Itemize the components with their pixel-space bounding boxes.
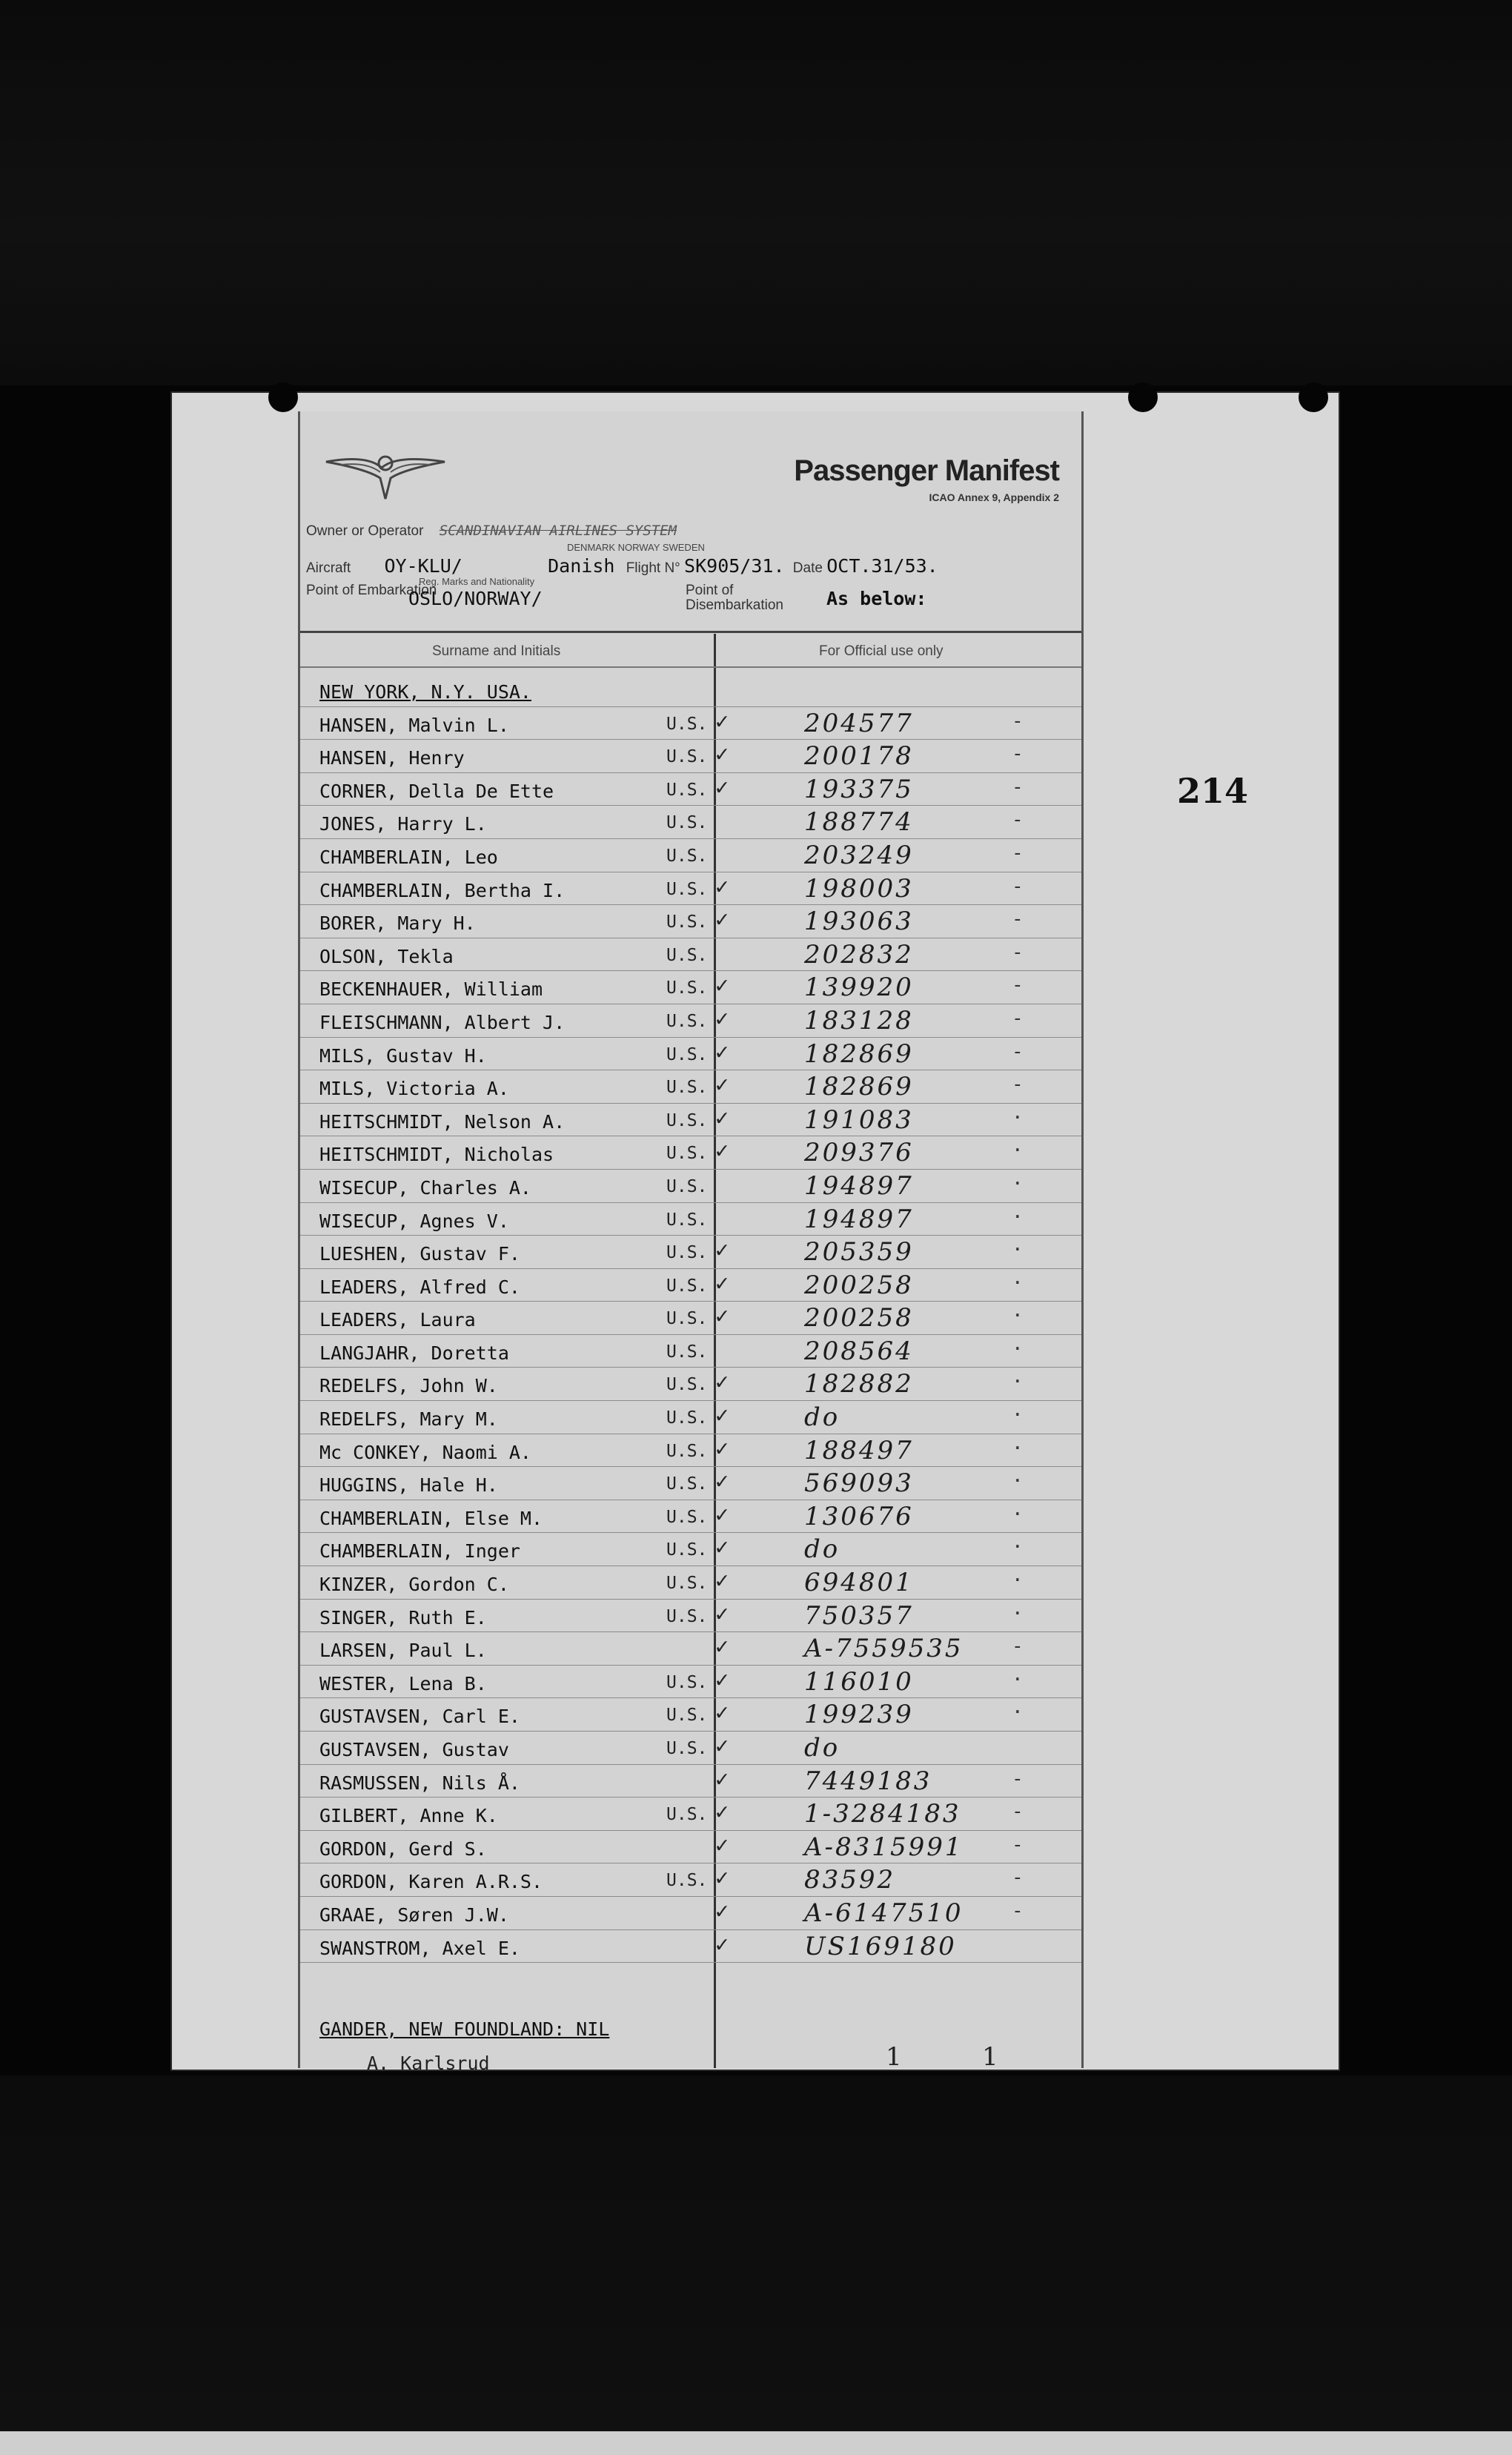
- passenger-nationality: U.S.: [666, 1805, 708, 1825]
- passenger-nationality: U.S.: [666, 912, 708, 932]
- section-row: [300, 674, 1081, 707]
- passenger-nationality: U.S.: [666, 780, 708, 800]
- disembark-value: As below:: [826, 588, 927, 609]
- official-mark: -: [1012, 1040, 1024, 1063]
- passenger-document-number: A-7559535: [804, 1634, 964, 1664]
- passenger-document-number: 205359: [804, 1237, 914, 1268]
- aircraft-value: OY-KLU/: [384, 555, 462, 577]
- passenger-row: [300, 1401, 1081, 1434]
- date-value: OCT.31/53.: [826, 555, 938, 577]
- passenger-row: [300, 1335, 1081, 1368]
- passenger-row: [300, 1203, 1081, 1236]
- official-mark: -: [1012, 841, 1024, 864]
- official-mark: ·: [1012, 1172, 1024, 1195]
- passenger-name: BORER, Mary H.: [319, 912, 476, 935]
- passenger-nationality: U.S.: [666, 1739, 708, 1758]
- passenger-name: CHAMBERLAIN, Leo: [319, 846, 498, 868]
- owner-label: Owner or Operator: [306, 523, 424, 539]
- passenger-nationality: U.S.: [666, 1606, 708, 1626]
- passenger-name: FLEISCHMANN, Albert J.: [319, 1011, 566, 1033]
- official-mark: -: [1012, 709, 1024, 732]
- passenger-nationality: U.S.: [666, 1110, 708, 1130]
- checkmark-icon: ✓: [715, 1435, 729, 1462]
- passenger-row: [300, 938, 1081, 972]
- passenger-name: SINGER, Ruth E.: [319, 1606, 487, 1629]
- passenger-name: JONES, Harry L.: [319, 813, 487, 835]
- official-mark: ·: [1012, 1305, 1024, 1328]
- passenger-name: WISECUP, Charles A.: [319, 1176, 531, 1199]
- passenger-row: [300, 1566, 1081, 1600]
- passenger-row: [300, 1434, 1081, 1468]
- official-mark: -: [1012, 974, 1024, 997]
- passenger-nationality: U.S.: [666, 1276, 708, 1296]
- checkmark-icon: ✓: [715, 1766, 729, 1792]
- passenger-nationality: U.S.: [666, 1078, 708, 1098]
- official-mark: -: [1012, 743, 1024, 766]
- official-mark: -: [1012, 1767, 1024, 1790]
- passenger-name: WESTER, Lena B.: [319, 1672, 487, 1694]
- passenger-name: GILBERT, Anne K.: [319, 1805, 498, 1827]
- passenger-row: [300, 707, 1081, 741]
- passenger-row: [300, 1666, 1081, 1699]
- official-mark: ·: [1012, 1139, 1024, 1162]
- passenger-nationality: U.S.: [666, 714, 708, 734]
- passenger-name: CHAMBERLAIN, Else M.: [319, 1507, 543, 1529]
- passenger-row: [300, 1070, 1081, 1104]
- passenger-document-number: 569093: [804, 1468, 914, 1499]
- official-mark: -: [1012, 908, 1024, 931]
- nationality-value: Danish: [548, 555, 615, 577]
- passenger-row: [300, 1930, 1081, 1964]
- passenger-nationality: U.S.: [666, 879, 708, 899]
- passenger-document-number: 200178: [804, 741, 914, 772]
- passenger-row: [300, 1863, 1081, 1897]
- passenger-row: [300, 1104, 1081, 1137]
- col-surname-header: Surname and Initials: [432, 643, 561, 659]
- passenger-row: [300, 1368, 1081, 1401]
- passenger-name: Mc CONKEY, Naomi A.: [319, 1441, 531, 1463]
- film-edge-strip: [0, 2431, 1512, 2455]
- checkmark-icon: ✓: [715, 1369, 729, 1396]
- passenger-nationality: U.S.: [666, 1540, 708, 1560]
- passenger-row: [300, 740, 1081, 773]
- form-reference: ICAO Annex 9, Appendix 2: [929, 491, 1059, 503]
- checkmark-icon: ✓: [715, 1005, 729, 1032]
- passenger-row: [300, 1500, 1081, 1534]
- passenger-nationality: U.S.: [666, 1871, 708, 1891]
- passenger-name: LUESHEN, Gustav F.: [319, 1243, 520, 1265]
- passenger-nationality: U.S.: [666, 1309, 708, 1329]
- bottom-mark: 1: [982, 2042, 998, 2072]
- official-mark: ·: [1012, 1337, 1024, 1360]
- passenger-name: GUSTAVSEN, Gustav: [319, 1739, 509, 1760]
- checkmark-icon: ✓: [715, 1568, 729, 1594]
- passenger-document-number: A-8315991: [804, 1832, 964, 1862]
- countries-line: DENMARK NORWAY SWEDEN: [567, 542, 705, 553]
- official-mark: ·: [1012, 1569, 1024, 1592]
- passenger-name: HANSEN, Malvin L.: [319, 714, 509, 736]
- passenger-document-number: 199239: [804, 1700, 914, 1730]
- passenger-document-number: 188774: [804, 807, 914, 838]
- passenger-name: CHAMBERLAIN, Bertha I.: [319, 879, 566, 901]
- passenger-name: KINZER, Gordon C.: [319, 1574, 509, 1596]
- checkmark-icon: ✓: [715, 1733, 729, 1759]
- checkmark-icon: ✓: [715, 973, 729, 999]
- bottom-mark: 1: [886, 2042, 902, 2072]
- passenger-document-number: A-6147510: [804, 1898, 964, 1928]
- bottom-name: A. Karlsrud: [367, 2053, 490, 2074]
- checkmark-icon: ✓: [715, 1270, 729, 1296]
- passenger-nationality: U.S.: [666, 1474, 708, 1494]
- passenger-row: [300, 1269, 1081, 1302]
- passenger-row: [300, 839, 1081, 872]
- passenger-document-number: 208564: [804, 1336, 914, 1366]
- passenger-nationality: U.S.: [666, 1706, 708, 1726]
- official-mark: ·: [1012, 1205, 1024, 1228]
- passenger-document-number: 202832: [804, 939, 914, 970]
- date-label: Date: [792, 560, 823, 576]
- passenger-nationality: U.S.: [666, 1408, 708, 1428]
- passenger-name: GORDON, Karen A.R.S.: [319, 1871, 543, 1893]
- checkmark-icon: ✓: [715, 1138, 729, 1164]
- passenger-row: [300, 1897, 1081, 1930]
- checkmark-icon: ✓: [715, 1931, 729, 1958]
- official-mark: ·: [1012, 1239, 1024, 1262]
- film-border-top: [0, 0, 1512, 385]
- official-mark: ·: [1012, 1371, 1024, 1394]
- checkmark-icon: ✓: [715, 1666, 729, 1693]
- flight-label: Flight N°: [626, 560, 680, 576]
- embark-label: Point of Embarkation: [306, 583, 437, 598]
- official-mark: -: [1012, 1800, 1024, 1823]
- passenger-document-number: do: [804, 1402, 840, 1433]
- official-mark: -: [1012, 775, 1024, 798]
- passenger-row: [300, 1632, 1081, 1666]
- punch-hole: [1128, 382, 1158, 412]
- passenger-row: [300, 806, 1081, 839]
- official-mark: ·: [1012, 1701, 1024, 1724]
- passenger-document-number: 183128: [804, 1005, 914, 1036]
- checkmark-icon: ✓: [715, 1072, 729, 1099]
- passenger-row: [300, 872, 1081, 906]
- checkmark-icon: ✓: [715, 708, 729, 735]
- checkmark-icon: ✓: [715, 1700, 729, 1726]
- passenger-nationality: U.S.: [666, 945, 708, 965]
- passenger-nationality: U.S.: [666, 1011, 708, 1031]
- passenger-document-number: 209376: [804, 1138, 914, 1168]
- passenger-document-number: 193063: [804, 907, 914, 937]
- passenger-document-number: 204577: [804, 708, 914, 738]
- passenger-nationality: U.S.: [666, 1044, 708, 1064]
- passenger-row: [300, 1798, 1081, 1831]
- passenger-row: [300, 1170, 1081, 1203]
- official-mark: -: [1012, 1635, 1024, 1658]
- passenger-document-number: 182869: [804, 1038, 914, 1069]
- passenger-name: HEITSCHMIDT, Nelson A.: [319, 1110, 566, 1133]
- passenger-name: GORDON, Gerd S.: [319, 1838, 487, 1860]
- checkmark-icon: ✓: [715, 1104, 729, 1131]
- passenger-document-number: 194897: [804, 1170, 914, 1201]
- passenger-name: MILS, Gustav H.: [319, 1044, 487, 1067]
- passenger-document-number: 203249: [804, 840, 914, 870]
- passenger-name: SWANSTROM, Axel E.: [319, 1937, 520, 1959]
- passenger-nationality: U.S.: [666, 747, 708, 767]
- passenger-name: LANGJAHR, Doretta: [319, 1342, 509, 1364]
- owner-row: [306, 523, 1075, 540]
- passenger-nationality: U.S.: [666, 1672, 708, 1692]
- column-header-divider: [300, 666, 1081, 668]
- passenger-document-number: 83592: [804, 1865, 896, 1895]
- reg-note: Reg. Marks and Nationality: [419, 576, 535, 587]
- passenger-document-number: do: [804, 1733, 840, 1763]
- official-mark: -: [1012, 875, 1024, 898]
- official-mark: -: [1012, 1007, 1024, 1030]
- passenger-row: [300, 1302, 1081, 1335]
- flight-value: SK905/31.: [684, 555, 785, 577]
- passenger-document-number: 191083: [804, 1104, 914, 1135]
- passenger-nationality: U.S.: [666, 1441, 708, 1461]
- passenger-document-number: do: [804, 1534, 840, 1565]
- checkmark-icon: ✓: [715, 774, 729, 801]
- passenger-document-number: 7449183: [804, 1766, 932, 1796]
- passenger-document-number: US169180: [804, 1931, 957, 1961]
- passenger-document-number: 139920: [804, 973, 914, 1003]
- official-mark: ·: [1012, 1536, 1024, 1559]
- punch-hole: [1299, 382, 1328, 412]
- official-mark: ·: [1012, 1106, 1024, 1129]
- passenger-row: [300, 1765, 1081, 1798]
- official-mark: -: [1012, 1899, 1024, 1922]
- passenger-row: [300, 1467, 1081, 1500]
- checkmark-icon: ✓: [715, 1303, 729, 1330]
- passenger-nationality: U.S.: [666, 1243, 708, 1263]
- passenger-document-number: 193375: [804, 774, 914, 804]
- passenger-document-number: 694801: [804, 1568, 914, 1598]
- passenger-name: CHAMBERLAIN, Inger: [319, 1540, 520, 1563]
- passenger-name: MILS, Victoria A.: [319, 1078, 509, 1100]
- film-border-bottom: [0, 2075, 1512, 2455]
- passenger-name: CORNER, Della De Ette: [319, 780, 554, 802]
- official-mark: ·: [1012, 1437, 1024, 1460]
- passenger-name: HUGGINS, Hale H.: [319, 1474, 498, 1497]
- passenger-name: HANSEN, Henry: [319, 747, 465, 769]
- passenger-document-number: 116010: [804, 1666, 914, 1697]
- official-mark: ·: [1012, 1271, 1024, 1294]
- passenger-nationality: U.S.: [666, 1342, 708, 1362]
- official-mark: ·: [1012, 1470, 1024, 1493]
- passenger-document-number: 200258: [804, 1270, 914, 1300]
- passenger-row: [300, 1831, 1081, 1864]
- passenger-document-number: 750357: [804, 1600, 914, 1631]
- checkmark-icon: ✓: [715, 741, 729, 768]
- checkmark-icon: ✓: [715, 907, 729, 933]
- passenger-name: LEADERS, Alfred C.: [319, 1276, 520, 1298]
- section-header: NEW YORK, N.Y. USA.: [319, 681, 531, 703]
- checkmark-icon: ✓: [715, 1237, 729, 1264]
- passenger-row: [300, 1038, 1081, 1071]
- passenger-row: [300, 1004, 1081, 1038]
- checkmark-icon: ✓: [715, 1402, 729, 1429]
- checkmark-icon: ✓: [715, 1898, 729, 1924]
- passenger-document-number: 198003: [804, 873, 914, 904]
- checkmark-icon: ✓: [715, 873, 729, 900]
- checkmark-icon: ✓: [715, 1038, 729, 1065]
- passenger-row: [300, 773, 1081, 806]
- embark-value: OSLO/NORWAY/: [408, 588, 543, 609]
- official-mark: ·: [1012, 1668, 1024, 1691]
- passenger-row: [300, 905, 1081, 938]
- passenger-document-number: 188497: [804, 1435, 914, 1465]
- passenger-document-number: 200258: [804, 1303, 914, 1333]
- passenger-name: LARSEN, Paul L.: [319, 1640, 487, 1662]
- passenger-nationality: U.S.: [666, 978, 708, 998]
- official-mark: ·: [1012, 1404, 1024, 1427]
- passenger-name: HEITSCHMIDT, Nicholas: [319, 1144, 554, 1166]
- col-official-header: For Official use only: [819, 643, 944, 659]
- passenger-name: GUSTAVSEN, Carl E.: [319, 1706, 520, 1728]
- official-mark: -: [1012, 1833, 1024, 1856]
- passenger-manifest-form: [298, 411, 1084, 2074]
- passenger-name: RASMUSSEN, Nils Å.: [319, 1772, 520, 1794]
- passenger-name: REDELFS, John W.: [319, 1375, 498, 1397]
- passenger-nationality: U.S.: [666, 813, 708, 833]
- official-mark: -: [1012, 941, 1024, 964]
- official-mark: ·: [1012, 1602, 1024, 1625]
- passenger-nationality: U.S.: [666, 1375, 708, 1395]
- passenger-list: [300, 674, 1081, 1963]
- airline-wings-logo-icon: [322, 440, 448, 506]
- owner-value: SCANDINAVIAN AIRLINES SYSTEM: [439, 523, 677, 539]
- checkmark-icon: ✓: [715, 1534, 729, 1561]
- passenger-nationality: U.S.: [666, 1507, 708, 1527]
- passenger-document-number: 130676: [804, 1501, 914, 1531]
- official-mark: -: [1012, 1866, 1024, 1889]
- gander-line: GANDER, NEW FOUNDLAND: NIL: [319, 2018, 610, 2040]
- checkmark-icon: ✓: [715, 1501, 729, 1528]
- passenger-name: LEADERS, Laura: [319, 1309, 476, 1331]
- checkmark-icon: ✓: [715, 1832, 729, 1858]
- passenger-name: REDELFS, Mary M.: [319, 1408, 498, 1431]
- passenger-document-number: 1-3284183: [804, 1799, 961, 1829]
- passenger-name: OLSON, Tekla: [319, 945, 454, 967]
- passenger-nationality: U.S.: [666, 846, 708, 866]
- passenger-name: BECKENHAUER, William: [319, 978, 543, 1001]
- header-divider: [300, 631, 1081, 633]
- disembark-label: Point of Disembarkation: [686, 583, 783, 613]
- passenger-row: [300, 971, 1081, 1004]
- passenger-nationality: U.S.: [666, 1144, 708, 1164]
- passenger-nationality: U.S.: [666, 1574, 708, 1594]
- passenger-name: GRAAE, Søren J.W.: [319, 1904, 509, 1926]
- passenger-document-number: 182882: [804, 1369, 914, 1399]
- passenger-nationality: U.S.: [666, 1176, 708, 1196]
- checkmark-icon: ✓: [715, 1634, 729, 1660]
- passenger-document-number: 194897: [804, 1204, 914, 1234]
- passenger-row: [300, 1136, 1081, 1170]
- aircraft-label: Aircraft: [306, 560, 351, 576]
- punch-hole: [268, 382, 298, 412]
- passenger-name: WISECUP, Agnes V.: [319, 1210, 509, 1232]
- checkmark-icon: ✓: [715, 1865, 729, 1892]
- passenger-row: [300, 1236, 1081, 1269]
- official-mark: -: [1012, 809, 1024, 832]
- checkmark-icon: ✓: [715, 1600, 729, 1627]
- official-mark: -: [1012, 1073, 1024, 1096]
- form-title: Passenger Manifest: [794, 454, 1059, 487]
- passenger-row: [300, 1732, 1081, 1765]
- passenger-row: [300, 1600, 1081, 1633]
- aircraft-row: [306, 555, 1075, 577]
- official-mark: ·: [1012, 1503, 1024, 1525]
- passenger-nationality: U.S.: [666, 1210, 708, 1230]
- page-number: 214: [1177, 771, 1249, 811]
- passenger-row: [300, 1698, 1081, 1732]
- checkmark-icon: ✓: [715, 1799, 729, 1826]
- passenger-document-number: 182869: [804, 1072, 914, 1102]
- passenger-row: [300, 1533, 1081, 1566]
- checkmark-icon: ✓: [715, 1468, 729, 1495]
